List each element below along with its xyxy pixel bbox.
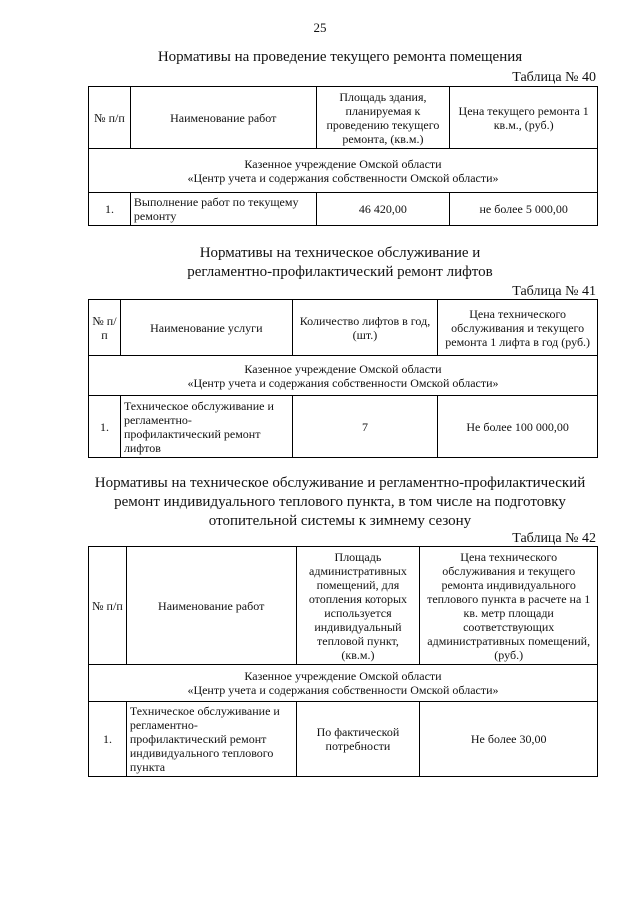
- section1-title: Нормативы на проведение текущего ремонта помещения: [157, 49, 523, 65]
- table-row: [89, 193, 598, 226]
- cell-work-name: Техническое обслуживание и регламентно-профилактический ремонт индивидуального теплового пункта: [126, 702, 296, 777]
- org-row: [89, 149, 598, 193]
- org-line1: Казенное учреждение Омской области: [244, 156, 442, 171]
- header-price: Цена текущего ремонта 1 кв.м., (руб.): [450, 87, 598, 149]
- org-row: [89, 356, 598, 396]
- section2-title-line2: регламентно-профилактический ремонт лифтов: [187, 264, 493, 280]
- cell-area: По фактической потребности: [296, 702, 420, 777]
- org-row: [89, 665, 598, 702]
- header-service-name: Наименование услуги: [120, 300, 292, 356]
- table-row: [89, 702, 598, 777]
- header-number: № п/п: [89, 87, 131, 149]
- header-price: Цена технического обслуживания и текущего ремонта индивидуального теплового пункта в расчете на 1 кв. метр площади соответствующих административных помещений, (руб.): [420, 547, 598, 665]
- section3-table-label: Таблица № 42: [512, 531, 596, 546]
- cell-number: 1.: [89, 702, 127, 777]
- org-line2: «Центр учета и содержания собственности Омской области»: [187, 375, 499, 390]
- section3-title-line1: Нормативы на техническое обслуживание и регламентно-профилактический: [94, 475, 586, 491]
- table-header-row: [89, 547, 598, 665]
- org-cell: [89, 149, 598, 193]
- table-42: [88, 546, 598, 777]
- cell-price: не более 5 000,00: [450, 193, 598, 226]
- header-area: Площадь здания, планируемая к проведению текущего ремонта, (кв.м.): [316, 87, 450, 149]
- org-line1: Казенное учреждение Омской области: [244, 669, 442, 683]
- section2-title-line1: Нормативы на техническое обслуживание и: [199, 245, 481, 261]
- header-number: № п/п: [89, 300, 121, 356]
- org-cell: [89, 356, 598, 396]
- section1-table-label: Таблица № 40: [512, 70, 596, 85]
- header-lift-count: Количество лифтов в год, (шт.): [292, 300, 438, 356]
- table-40: [88, 86, 598, 226]
- cell-lift-count: 7: [292, 396, 438, 458]
- org-line2: «Центр учета и содержания собственности Омской области»: [187, 170, 499, 185]
- table-41: [88, 299, 598, 458]
- org-line1: Казенное учреждение Омской области: [244, 361, 442, 376]
- section3-title-line2: ремонт индивидуального теплового пункта, в том числе на подготовку: [114, 494, 566, 510]
- cell-price: Не более 100 000,00: [438, 396, 598, 458]
- header-price: Цена технического обслуживания и текущего ремонта 1 лифта в год (руб.): [438, 300, 598, 356]
- section3-title: [60, 474, 620, 531]
- cell-work-name: Выполнение работ по текущему ремонту: [130, 193, 316, 226]
- section2-title: [80, 244, 600, 282]
- section3-title-line3: отопительной системы к зимнему сезону: [208, 513, 472, 529]
- page-number: 25: [313, 20, 327, 35]
- cell-number: 1.: [89, 396, 121, 458]
- section2-table-label: Таблица № 41: [512, 284, 596, 299]
- cell-area: 46 420,00: [316, 193, 450, 226]
- cell-number: 1.: [89, 193, 131, 226]
- header-area: Площадь административных помещений, для отопления которых используется индивидуальный тепловой пункт, (кв.м.): [296, 547, 420, 665]
- cell-service-name: Техническое обслуживание и регламентно-профилактический ремонт лифтов: [120, 396, 292, 458]
- cell-price: Не более 30,00: [420, 702, 598, 777]
- org-line2: «Центр учета и содержания собственности Омской области»: [187, 683, 499, 697]
- table-header-row: [89, 300, 598, 356]
- table-row: [89, 396, 598, 458]
- header-number: № п/п: [89, 547, 127, 665]
- org-cell: [89, 665, 598, 702]
- table-header-row: [89, 87, 598, 149]
- header-work-name: Наименование работ: [130, 87, 316, 149]
- header-work-name: Наименование работ: [126, 547, 296, 665]
